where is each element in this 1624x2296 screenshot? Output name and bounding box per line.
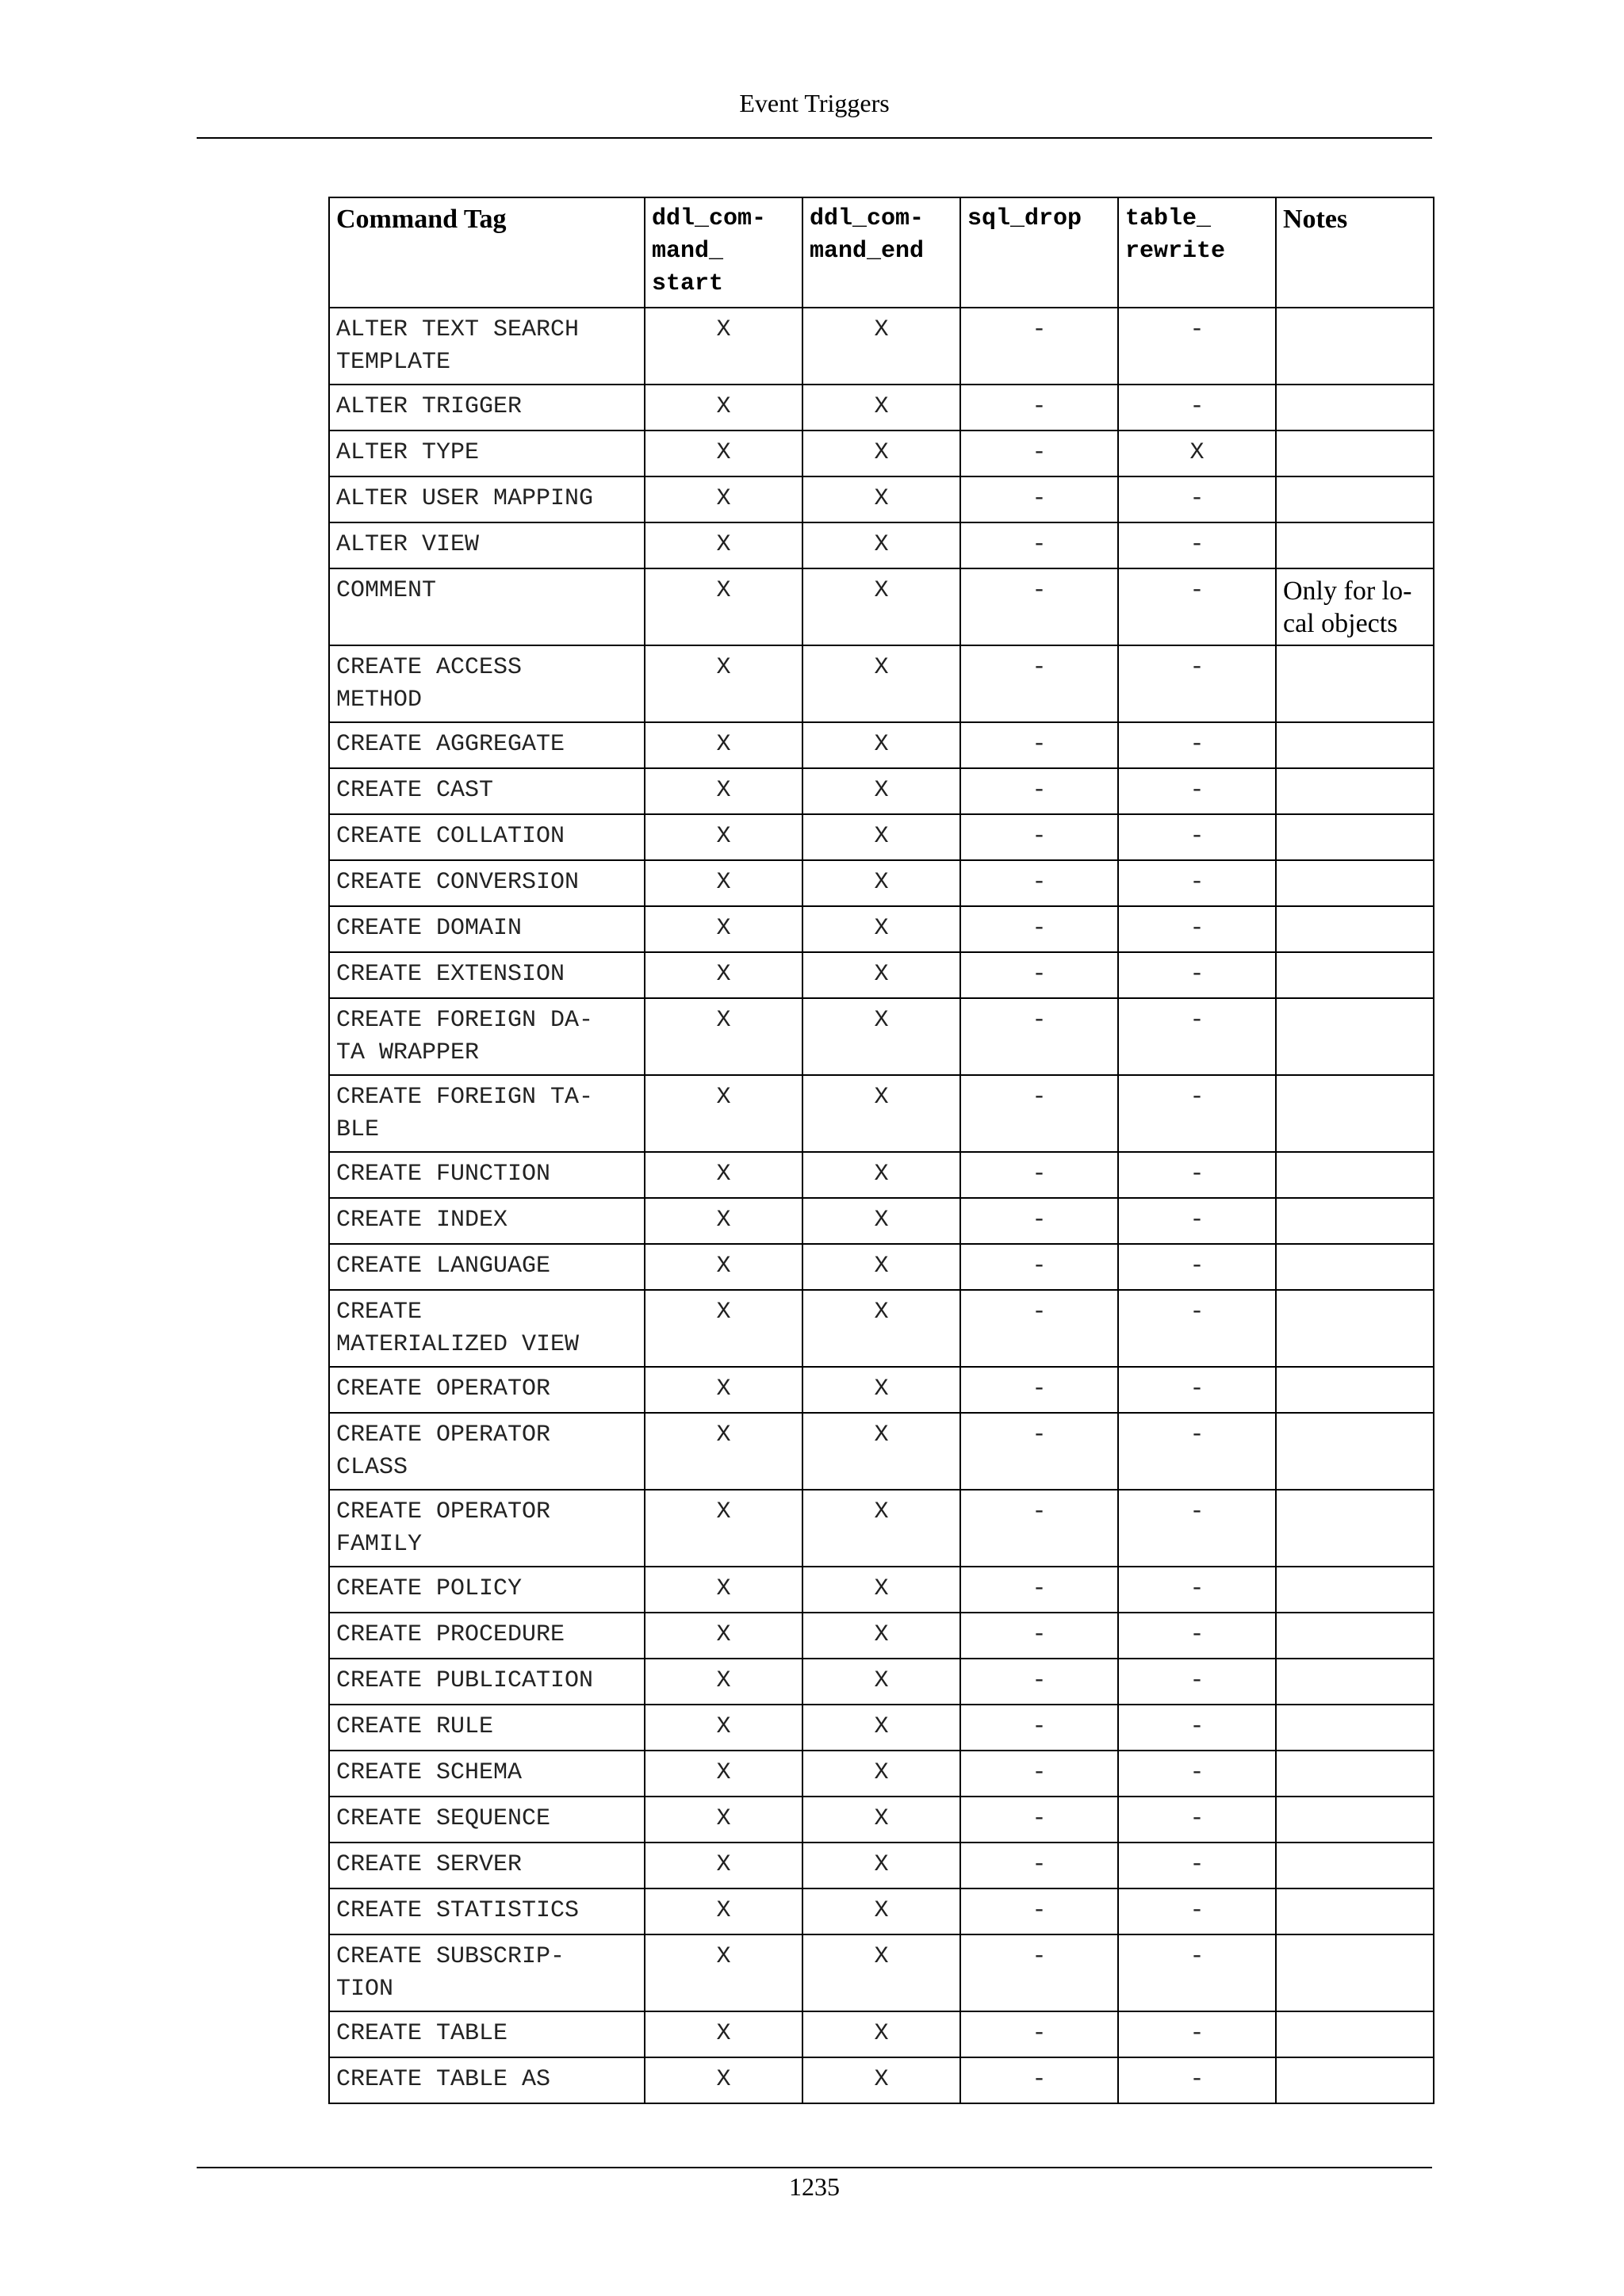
table-row [329, 1705, 1434, 1751]
cell-command-tag: ALTER USER MAPPING [329, 476, 645, 522]
cell-ddl-command-end: X [802, 1244, 960, 1290]
table-row [329, 1490, 1434, 1567]
cell-notes [1276, 906, 1434, 952]
cell-command-tag: CREATE CONVERSION [329, 860, 645, 906]
cell-table-rewrite: - [1118, 1567, 1276, 1613]
cell-table-rewrite: - [1118, 952, 1276, 998]
cell-command-tag: ALTER TRIGGER [329, 385, 645, 430]
cell-ddl-command-end: X [802, 1797, 960, 1843]
cell-sql-drop: - [960, 1934, 1118, 2011]
cell-notes [1276, 476, 1434, 522]
cell-ddl-command-end: X [802, 998, 960, 1075]
table-row [329, 1152, 1434, 1198]
cell-table-rewrite: - [1118, 385, 1276, 430]
cell-notes [1276, 1567, 1434, 1613]
cell-command-tag: CREATE SCHEMA [329, 1751, 645, 1797]
cell-notes [1276, 2057, 1434, 2103]
cell-ddl-command-start: X [645, 1843, 802, 1888]
cell-sql-drop: - [960, 308, 1118, 385]
cell-sql-drop: - [960, 952, 1118, 998]
cell-table-rewrite: - [1118, 1490, 1276, 1567]
cell-ddl-command-start: X [645, 522, 802, 568]
cell-ddl-command-end: X [802, 1888, 960, 1934]
cell-table-rewrite: - [1118, 1075, 1276, 1152]
table-row [329, 430, 1434, 476]
cell-ddl-command-start: X [645, 1567, 802, 1613]
cell-table-rewrite: - [1118, 2011, 1276, 2057]
cell-ddl-command-start: X [645, 385, 802, 430]
cell-ddl-command-start: X [645, 1413, 802, 1490]
cell-table-rewrite: - [1118, 1705, 1276, 1751]
cell-ddl-command-start: X [645, 906, 802, 952]
cell-ddl-command-start: X [645, 1198, 802, 1244]
table-row [329, 385, 1434, 430]
cell-sql-drop: - [960, 430, 1118, 476]
table-row [329, 814, 1434, 860]
table-row [329, 1198, 1434, 1244]
cell-ddl-command-end: X [802, 1567, 960, 1613]
cell-ddl-command-end: X [802, 1934, 960, 2011]
cell-ddl-command-end: X [802, 2057, 960, 2103]
cell-ddl-command-start: X [645, 1244, 802, 1290]
cell-table-rewrite: - [1118, 1888, 1276, 1934]
cell-sql-drop: - [960, 1843, 1118, 1888]
cell-sql-drop: - [960, 1613, 1118, 1659]
cell-ddl-command-end: X [802, 1290, 960, 1367]
table-row [329, 1613, 1434, 1659]
cell-command-tag: CREATE EXTENSION [329, 952, 645, 998]
cell-ddl-command-start: X [645, 1705, 802, 1751]
cell-table-rewrite: - [1118, 476, 1276, 522]
cell-command-tag: CREATE POLICY [329, 1567, 645, 1613]
cell-sql-drop: - [960, 1367, 1118, 1413]
cell-table-rewrite: - [1118, 1413, 1276, 1490]
cell-notes [1276, 1888, 1434, 1934]
cell-ddl-command-end: X [802, 1659, 960, 1705]
cell-ddl-command-end: X [802, 1490, 960, 1567]
cell-notes [1276, 1152, 1434, 1198]
cell-ddl-command-end: X [802, 645, 960, 722]
cell-ddl-command-start: X [645, 308, 802, 385]
cell-notes [1276, 430, 1434, 476]
table-row [329, 568, 1434, 645]
column-header-command-tag: Command Tag [329, 197, 645, 308]
cell-ddl-command-start: X [645, 1934, 802, 2011]
table-row [329, 308, 1434, 385]
cell-command-tag: ALTER VIEW [329, 522, 645, 568]
table-row [329, 1934, 1434, 2011]
cell-table-rewrite: - [1118, 768, 1276, 814]
table-row [329, 1567, 1434, 1613]
cell-sql-drop: - [960, 645, 1118, 722]
cell-ddl-command-start: X [645, 1367, 802, 1413]
cell-notes [1276, 1198, 1434, 1244]
column-header-table-rewrite: table_ rewrite [1118, 197, 1276, 308]
cell-command-tag: CREATE PUBLICATION [329, 1659, 645, 1705]
cell-table-rewrite: - [1118, 1152, 1276, 1198]
cell-table-rewrite: - [1118, 814, 1276, 860]
cell-table-rewrite: - [1118, 568, 1276, 645]
cell-notes: Only for lo- cal objects [1276, 568, 1434, 645]
table-row [329, 476, 1434, 522]
cell-ddl-command-start: X [645, 722, 802, 768]
table-row [329, 1075, 1434, 1152]
table-row [329, 1888, 1434, 1934]
cell-command-tag: CREATE COLLATION [329, 814, 645, 860]
table-row [329, 522, 1434, 568]
table-row [329, 1244, 1434, 1290]
cell-command-tag: CREATE DOMAIN [329, 906, 645, 952]
cell-table-rewrite: - [1118, 1934, 1276, 2011]
cell-command-tag: COMMENT [329, 568, 645, 645]
cell-notes [1276, 1290, 1434, 1367]
cell-notes [1276, 1659, 1434, 1705]
cell-ddl-command-start: X [645, 952, 802, 998]
page-header-title: Event Triggers [739, 89, 890, 117]
cell-notes [1276, 768, 1434, 814]
table-row [329, 952, 1434, 998]
cell-table-rewrite: - [1118, 308, 1276, 385]
cell-sql-drop: - [960, 768, 1118, 814]
cell-ddl-command-start: X [645, 2057, 802, 2103]
table-row [329, 768, 1434, 814]
cell-ddl-command-start: X [645, 1152, 802, 1198]
cell-command-tag: ALTER TYPE [329, 430, 645, 476]
cell-table-rewrite: - [1118, 722, 1276, 768]
cell-ddl-command-end: X [802, 385, 960, 430]
table-row [329, 1413, 1434, 1490]
cell-sql-drop: - [960, 722, 1118, 768]
cell-notes [1276, 1490, 1434, 1567]
table-row [329, 1797, 1434, 1843]
cell-ddl-command-end: X [802, 860, 960, 906]
cell-table-rewrite: - [1118, 522, 1276, 568]
cell-command-tag: CREATE OPERATOR CLASS [329, 1413, 645, 1490]
cell-ddl-command-end: X [802, 1367, 960, 1413]
table-row [329, 722, 1434, 768]
cell-ddl-command-start: X [645, 1888, 802, 1934]
cell-notes [1276, 2011, 1434, 2057]
cell-ddl-command-start: X [645, 1797, 802, 1843]
cell-ddl-command-end: X [802, 1075, 960, 1152]
cell-command-tag: CREATE PROCEDURE [329, 1613, 645, 1659]
cell-ddl-command-start: X [645, 2011, 802, 2057]
header-rule [197, 137, 1432, 139]
cell-ddl-command-start: X [645, 768, 802, 814]
cell-ddl-command-start: X [645, 476, 802, 522]
cell-command-tag: CREATE SERVER [329, 1843, 645, 1888]
cell-ddl-command-end: X [802, 1152, 960, 1198]
table-row [329, 998, 1434, 1075]
table-row [329, 1751, 1434, 1797]
table-row [329, 2057, 1434, 2103]
cell-ddl-command-end: X [802, 522, 960, 568]
cell-ddl-command-end: X [802, 952, 960, 998]
cell-table-rewrite: - [1118, 1198, 1276, 1244]
table-header-row [329, 197, 1434, 308]
table-row [329, 1367, 1434, 1413]
event-trigger-support-table [328, 197, 1434, 2104]
cell-sql-drop: - [960, 1705, 1118, 1751]
cell-sql-drop: - [960, 1490, 1118, 1567]
cell-ddl-command-end: X [802, 476, 960, 522]
cell-ddl-command-start: X [645, 860, 802, 906]
cell-table-rewrite: - [1118, 645, 1276, 722]
table-row [329, 2011, 1434, 2057]
cell-sql-drop: - [960, 1413, 1118, 1490]
cell-ddl-command-start: X [645, 568, 802, 645]
cell-sql-drop: - [960, 2057, 1118, 2103]
cell-notes [1276, 1751, 1434, 1797]
table-row [329, 1290, 1434, 1367]
cell-command-tag: CREATE AGGREGATE [329, 722, 645, 768]
column-header-sql-drop: sql_drop [960, 197, 1118, 308]
cell-command-tag: CREATE LANGUAGE [329, 1244, 645, 1290]
cell-sql-drop: - [960, 1888, 1118, 1934]
cell-notes [1276, 308, 1434, 385]
cell-sql-drop: - [960, 998, 1118, 1075]
cell-notes [1276, 1075, 1434, 1152]
cell-command-tag: ALTER TEXT SEARCH TEMPLATE [329, 308, 645, 385]
cell-table-rewrite: - [1118, 1659, 1276, 1705]
table-row [329, 1659, 1434, 1705]
cell-table-rewrite: - [1118, 1290, 1276, 1367]
column-header-ddl-command-start: ddl_com- mand_ start [645, 197, 802, 308]
cell-ddl-command-end: X [802, 768, 960, 814]
cell-notes [1276, 1934, 1434, 2011]
cell-command-tag: CREATE OPERATOR [329, 1367, 645, 1413]
cell-ddl-command-end: X [802, 906, 960, 952]
cell-ddl-command-end: X [802, 1413, 960, 1490]
cell-command-tag: CREATE SEQUENCE [329, 1797, 645, 1843]
cell-notes [1276, 998, 1434, 1075]
column-header-ddl-command-end: ddl_com- mand_end [802, 197, 960, 308]
cell-notes [1276, 1843, 1434, 1888]
cell-sql-drop: - [960, 1198, 1118, 1244]
cell-sql-drop: - [960, 1797, 1118, 1843]
cell-ddl-command-end: X [802, 1613, 960, 1659]
table-body [329, 308, 1434, 2103]
cell-command-tag: CREATE TABLE AS [329, 2057, 645, 2103]
cell-ddl-command-start: X [645, 430, 802, 476]
cell-command-tag: CREATE CAST [329, 768, 645, 814]
cell-table-rewrite: - [1118, 1751, 1276, 1797]
table-row [329, 1843, 1434, 1888]
cell-sql-drop: - [960, 1290, 1118, 1367]
table-row [329, 906, 1434, 952]
cell-sql-drop: - [960, 1152, 1118, 1198]
cell-notes [1276, 1413, 1434, 1490]
cell-table-rewrite: - [1118, 1244, 1276, 1290]
cell-ddl-command-end: X [802, 1705, 960, 1751]
cell-notes [1276, 1367, 1434, 1413]
footer-rule [197, 2167, 1432, 2168]
cell-command-tag: CREATE FOREIGN TA- BLE [329, 1075, 645, 1152]
cell-ddl-command-end: X [802, 568, 960, 645]
cell-ddl-command-start: X [645, 1075, 802, 1152]
cell-table-rewrite: - [1118, 906, 1276, 952]
cell-sql-drop: - [960, 1075, 1118, 1152]
cell-sql-drop: - [960, 1244, 1118, 1290]
table-row [329, 860, 1434, 906]
cell-ddl-command-start: X [645, 645, 802, 722]
cell-command-tag: CREATE ACCESS METHOD [329, 645, 645, 722]
cell-command-tag: CREATE MATERIALIZED VIEW [329, 1290, 645, 1367]
cell-notes [1276, 814, 1434, 860]
cell-ddl-command-end: X [802, 1751, 960, 1797]
cell-command-tag: CREATE STATISTICS [329, 1888, 645, 1934]
cell-notes [1276, 952, 1434, 998]
cell-notes [1276, 645, 1434, 722]
cell-ddl-command-start: X [645, 1659, 802, 1705]
cell-sql-drop: - [960, 476, 1118, 522]
cell-ddl-command-start: X [645, 998, 802, 1075]
cell-sql-drop: - [960, 522, 1118, 568]
cell-table-rewrite: - [1118, 1613, 1276, 1659]
cell-notes [1276, 385, 1434, 430]
table-row [329, 645, 1434, 722]
cell-notes [1276, 1705, 1434, 1751]
cell-sql-drop: - [960, 385, 1118, 430]
cell-ddl-command-start: X [645, 1751, 802, 1797]
cell-command-tag: CREATE RULE [329, 1705, 645, 1751]
cell-ddl-command-end: X [802, 722, 960, 768]
cell-ddl-command-start: X [645, 814, 802, 860]
cell-notes [1276, 1797, 1434, 1843]
cell-command-tag: CREATE INDEX [329, 1198, 645, 1244]
cell-sql-drop: - [960, 1751, 1118, 1797]
cell-notes [1276, 722, 1434, 768]
cell-command-tag: CREATE FOREIGN DA- TA WRAPPER [329, 998, 645, 1075]
column-header-notes: Notes [1276, 197, 1434, 308]
cell-ddl-command-end: X [802, 814, 960, 860]
cell-command-tag: CREATE FUNCTION [329, 1152, 645, 1198]
cell-sql-drop: - [960, 906, 1118, 952]
cell-sql-drop: - [960, 1659, 1118, 1705]
cell-table-rewrite: - [1118, 1843, 1276, 1888]
cell-ddl-command-start: X [645, 1290, 802, 1367]
cell-sql-drop: - [960, 814, 1118, 860]
cell-ddl-command-end: X [802, 308, 960, 385]
cell-command-tag: CREATE TABLE [329, 2011, 645, 2057]
cell-table-rewrite: X [1118, 430, 1276, 476]
cell-ddl-command-end: X [802, 1843, 960, 1888]
cell-table-rewrite: - [1118, 1797, 1276, 1843]
cell-ddl-command-start: X [645, 1490, 802, 1567]
cell-table-rewrite: - [1118, 860, 1276, 906]
cell-sql-drop: - [960, 860, 1118, 906]
cell-table-rewrite: - [1118, 998, 1276, 1075]
cell-table-rewrite: - [1118, 1367, 1276, 1413]
cell-notes [1276, 1244, 1434, 1290]
cell-command-tag: CREATE SUBSCRIP- TION [329, 1934, 645, 2011]
cell-table-rewrite: - [1118, 2057, 1276, 2103]
cell-ddl-command-start: X [645, 1613, 802, 1659]
cell-sql-drop: - [960, 568, 1118, 645]
cell-sql-drop: - [960, 2011, 1118, 2057]
cell-ddl-command-end: X [802, 1198, 960, 1244]
cell-command-tag: CREATE OPERATOR FAMILY [329, 1490, 645, 1567]
cell-notes [1276, 860, 1434, 906]
cell-ddl-command-end: X [802, 2011, 960, 2057]
cell-notes [1276, 1613, 1434, 1659]
cell-ddl-command-end: X [802, 430, 960, 476]
cell-sql-drop: - [960, 1567, 1118, 1613]
page-number: 1235 [789, 2172, 840, 2201]
cell-notes [1276, 522, 1434, 568]
